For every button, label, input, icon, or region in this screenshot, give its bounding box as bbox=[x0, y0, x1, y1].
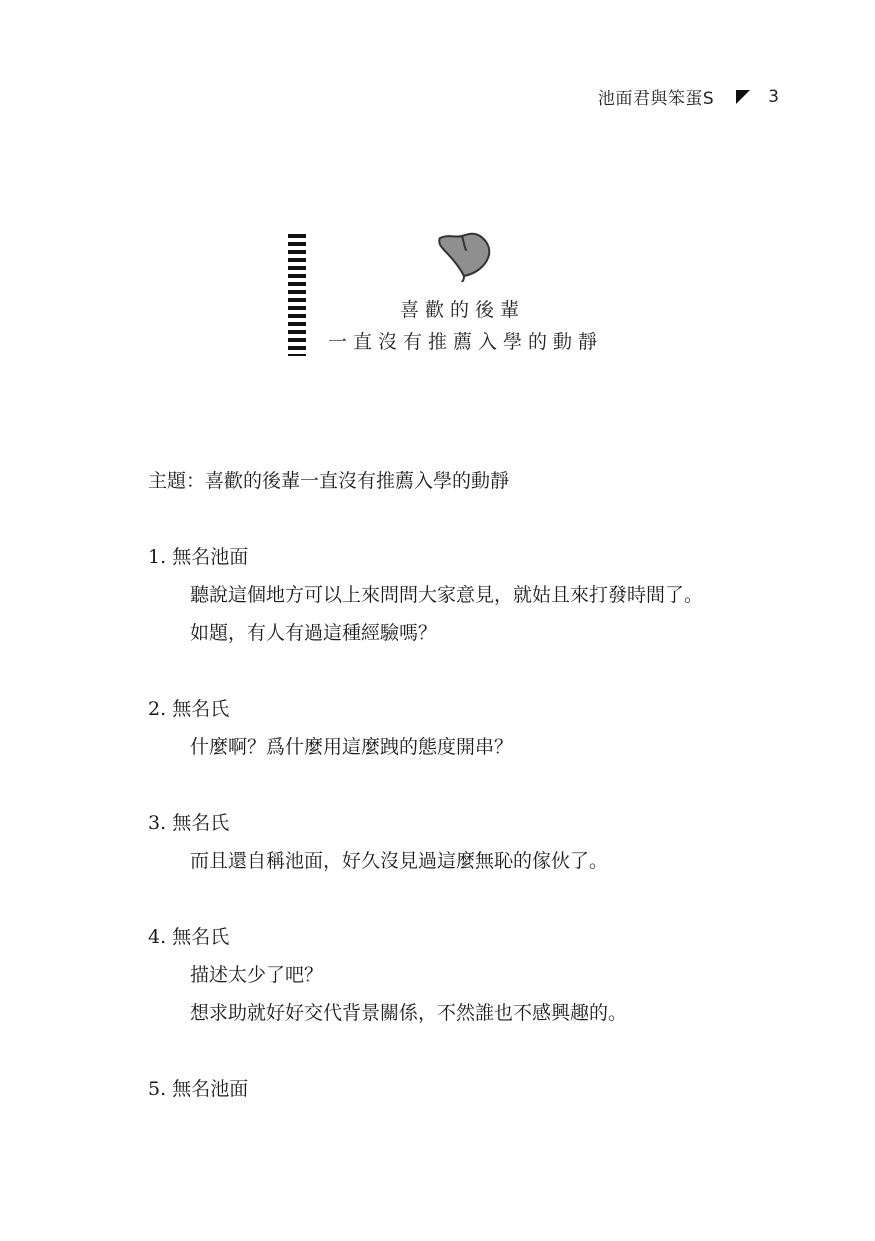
post-item bbox=[148, 690, 788, 766]
post-header bbox=[148, 538, 788, 576]
post-line: 描述太少了吧？ bbox=[190, 964, 324, 986]
post-line: 如題，有人有過這種經驗嗎？ bbox=[190, 622, 438, 644]
post-author: 無名氏 bbox=[172, 926, 230, 948]
post-header bbox=[148, 1070, 788, 1108]
post-item bbox=[148, 1070, 788, 1108]
post-number: 5. bbox=[148, 1078, 167, 1100]
post-header bbox=[148, 804, 788, 842]
triangle-marker-icon bbox=[736, 90, 750, 104]
book-title: 池面君與笨蛋S bbox=[597, 89, 715, 109]
post-number: 3. bbox=[148, 812, 167, 834]
post-line: 想求助就好好交代背景關係，不然誰也不感興趣的。 bbox=[190, 1002, 628, 1024]
post-body bbox=[148, 728, 788, 766]
thread-content bbox=[148, 462, 788, 1146]
post-line: 聽說這個地方可以上來問問大家意見，就姑且來打發時間了。 bbox=[190, 584, 704, 606]
post-header bbox=[148, 918, 788, 956]
post-author: 無名池面 bbox=[172, 1078, 249, 1100]
post-header bbox=[148, 690, 788, 728]
chapter-title bbox=[328, 294, 618, 358]
post-body bbox=[148, 956, 788, 1032]
post-line: 而且還自稱池面，好久沒見過這麼無恥的傢伙了。 bbox=[190, 850, 609, 872]
post-item bbox=[148, 804, 788, 880]
post-number: 4. bbox=[148, 926, 167, 948]
thread-topic: 主題：喜歡的後輩一直沒有推薦入學的動靜 bbox=[148, 470, 510, 492]
post-author: 無名氏 bbox=[172, 698, 230, 720]
chapter-heading bbox=[288, 228, 618, 358]
post-author: 無名池面 bbox=[172, 546, 249, 568]
chapter-title-line1: 喜歡的後輩 bbox=[400, 299, 526, 321]
ginkgo-leaf-icon bbox=[434, 232, 496, 282]
post-number: 2. bbox=[148, 698, 167, 720]
post-body bbox=[148, 576, 788, 652]
page-number: 3 bbox=[768, 86, 779, 107]
stripe-bar-decoration bbox=[288, 234, 306, 356]
post-line: 什麼啊？爲什麼用這麼跩的態度開串？ bbox=[190, 736, 514, 758]
post-number: 1. bbox=[148, 546, 167, 568]
post-item bbox=[148, 918, 788, 1032]
post-author: 無名氏 bbox=[172, 812, 230, 834]
post-item bbox=[148, 538, 788, 652]
post-body bbox=[148, 842, 788, 880]
running-header bbox=[598, 84, 779, 109]
chapter-title-line2: 一直沒有推薦入學的動靜 bbox=[328, 331, 604, 353]
